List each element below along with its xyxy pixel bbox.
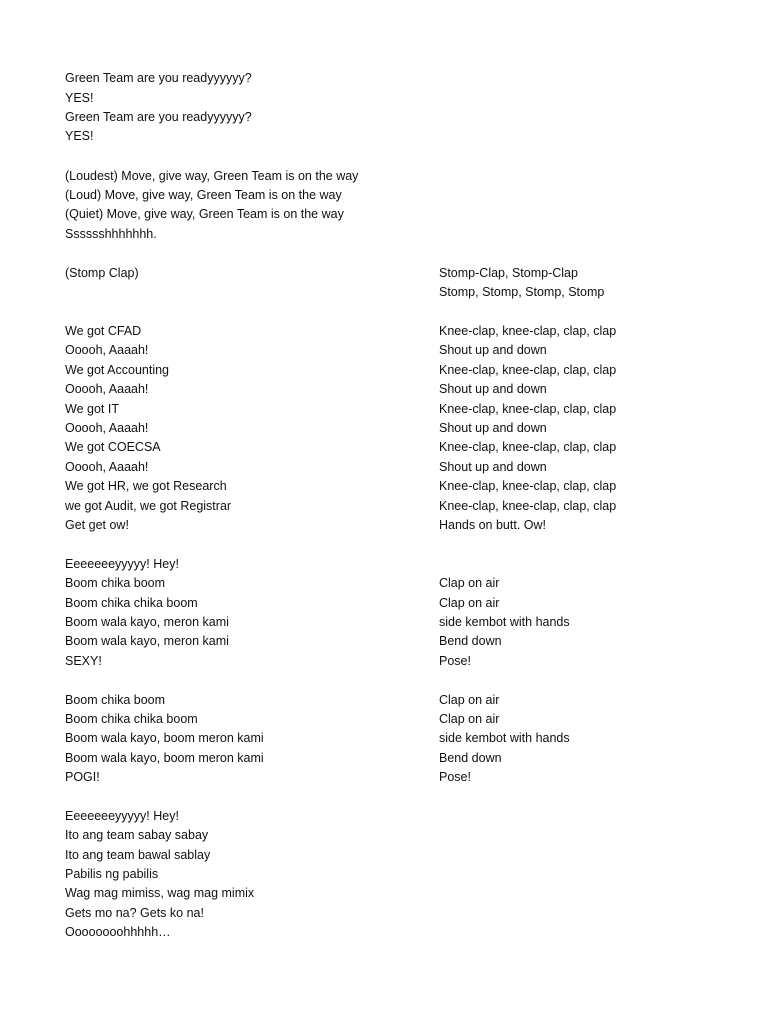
department-lyric: Ooooh, Aaaah! (65, 460, 149, 474)
move-line: (Quiet) Move, give way, Green Team is on the way (65, 207, 344, 221)
boom-action: side kembot with hands (439, 615, 570, 629)
outro-line: Pabilis ng pabilis (65, 867, 159, 881)
boom-lyric: Boom wala kayo, boom meron kami (65, 751, 264, 765)
move-line: (Loudest) Move, give way, Green Team is on the way (65, 169, 359, 183)
boom-action: Bend down (439, 751, 502, 765)
outro-line: Wag mag mimiss, wag mag mimix (65, 886, 255, 900)
boom-lyric: Boom wala kayo, meron kami (65, 634, 229, 648)
stomp-lyric: (Stomp Clap) (65, 266, 139, 280)
intro-line: Green Team are you readyyyyyy? (65, 71, 252, 85)
move-line: Sssssshhhhhhh. (65, 227, 157, 241)
department-action: Knee-clap, knee-clap, clap, clap (439, 479, 617, 493)
department-lyric: We got HR, we got Research (65, 479, 227, 493)
department-lyric: Ooooh, Aaaah! (65, 343, 149, 357)
stomp-action: Stomp-Clap, Stomp-Clap (439, 266, 578, 280)
department-lyric: We got Accounting (65, 363, 170, 377)
department-lyric: We got COECSA (65, 440, 161, 454)
move-line: (Loud) Move, give way, Green Team is on the way (65, 188, 342, 202)
boom-action: Pose! (439, 770, 471, 784)
department-action: Shout up and down (439, 382, 547, 396)
boom-action: Pose! (439, 654, 471, 668)
boom-lyric: Eeeeeeeyyyyy! Hey! (65, 557, 179, 571)
department-lyric: Ooooh, Aaaah! (65, 382, 149, 396)
boom-lyric: Boom chika boom (65, 693, 166, 707)
department-action: Knee-clap, knee-clap, clap, clap (439, 499, 617, 513)
outro-line: Ito ang team sabay sabay (65, 828, 209, 842)
outro-line: Eeeeeeeyyyyy! Hey! (65, 809, 179, 823)
department-action: Shout up and down (439, 343, 547, 357)
boom-action: side kembot with hands (439, 731, 570, 745)
boom-lyric: Boom wala kayo, boom meron kami (65, 731, 264, 745)
department-action: Knee-clap, knee-clap, clap, clap (439, 324, 617, 338)
boom-lyric: Boom chika chika boom (65, 596, 198, 610)
department-lyric: we got Audit, we got Registrar (65, 499, 232, 513)
department-lyric: We got IT (65, 402, 119, 416)
boom-action: Clap on air (439, 712, 500, 726)
intro-line: Green Team are you readyyyyyy? (65, 110, 252, 124)
department-action: Knee-clap, knee-clap, clap, clap (439, 402, 617, 416)
boom-lyric: SEXY! (65, 654, 102, 668)
outro-line: Gets mo na? Gets ko na! (65, 906, 204, 920)
stomp-action: Stomp, Stomp, Stomp, Stomp (439, 285, 605, 299)
intro-line: YES! (65, 129, 94, 143)
boom-action: Clap on air (439, 576, 500, 590)
department-action: Hands on butt. Ow! (439, 518, 547, 532)
outro-line: Ito ang team bawal sablay (65, 848, 211, 862)
department-lyric: We got CFAD (65, 324, 142, 338)
department-action: Shout up and down (439, 460, 547, 474)
department-action: Shout up and down (439, 421, 547, 435)
boom-lyric: Boom chika chika boom (65, 712, 198, 726)
department-lyric: Get get ow! (65, 518, 129, 532)
boom-action: Clap on air (439, 693, 500, 707)
boom-action: Bend down (439, 634, 502, 648)
department-action: Knee-clap, knee-clap, clap, clap (439, 363, 617, 377)
boom-lyric: POGI! (65, 770, 100, 784)
outro-line: Oooooooohhhhh… (65, 925, 171, 939)
boom-action: Clap on air (439, 596, 500, 610)
boom-lyric: Boom chika boom (65, 576, 166, 590)
intro-line: YES! (65, 91, 94, 105)
department-lyric: Ooooh, Aaaah! (65, 421, 149, 435)
boom-lyric: Boom wala kayo, meron kami (65, 615, 229, 629)
department-action: Knee-clap, knee-clap, clap, clap (439, 440, 617, 454)
